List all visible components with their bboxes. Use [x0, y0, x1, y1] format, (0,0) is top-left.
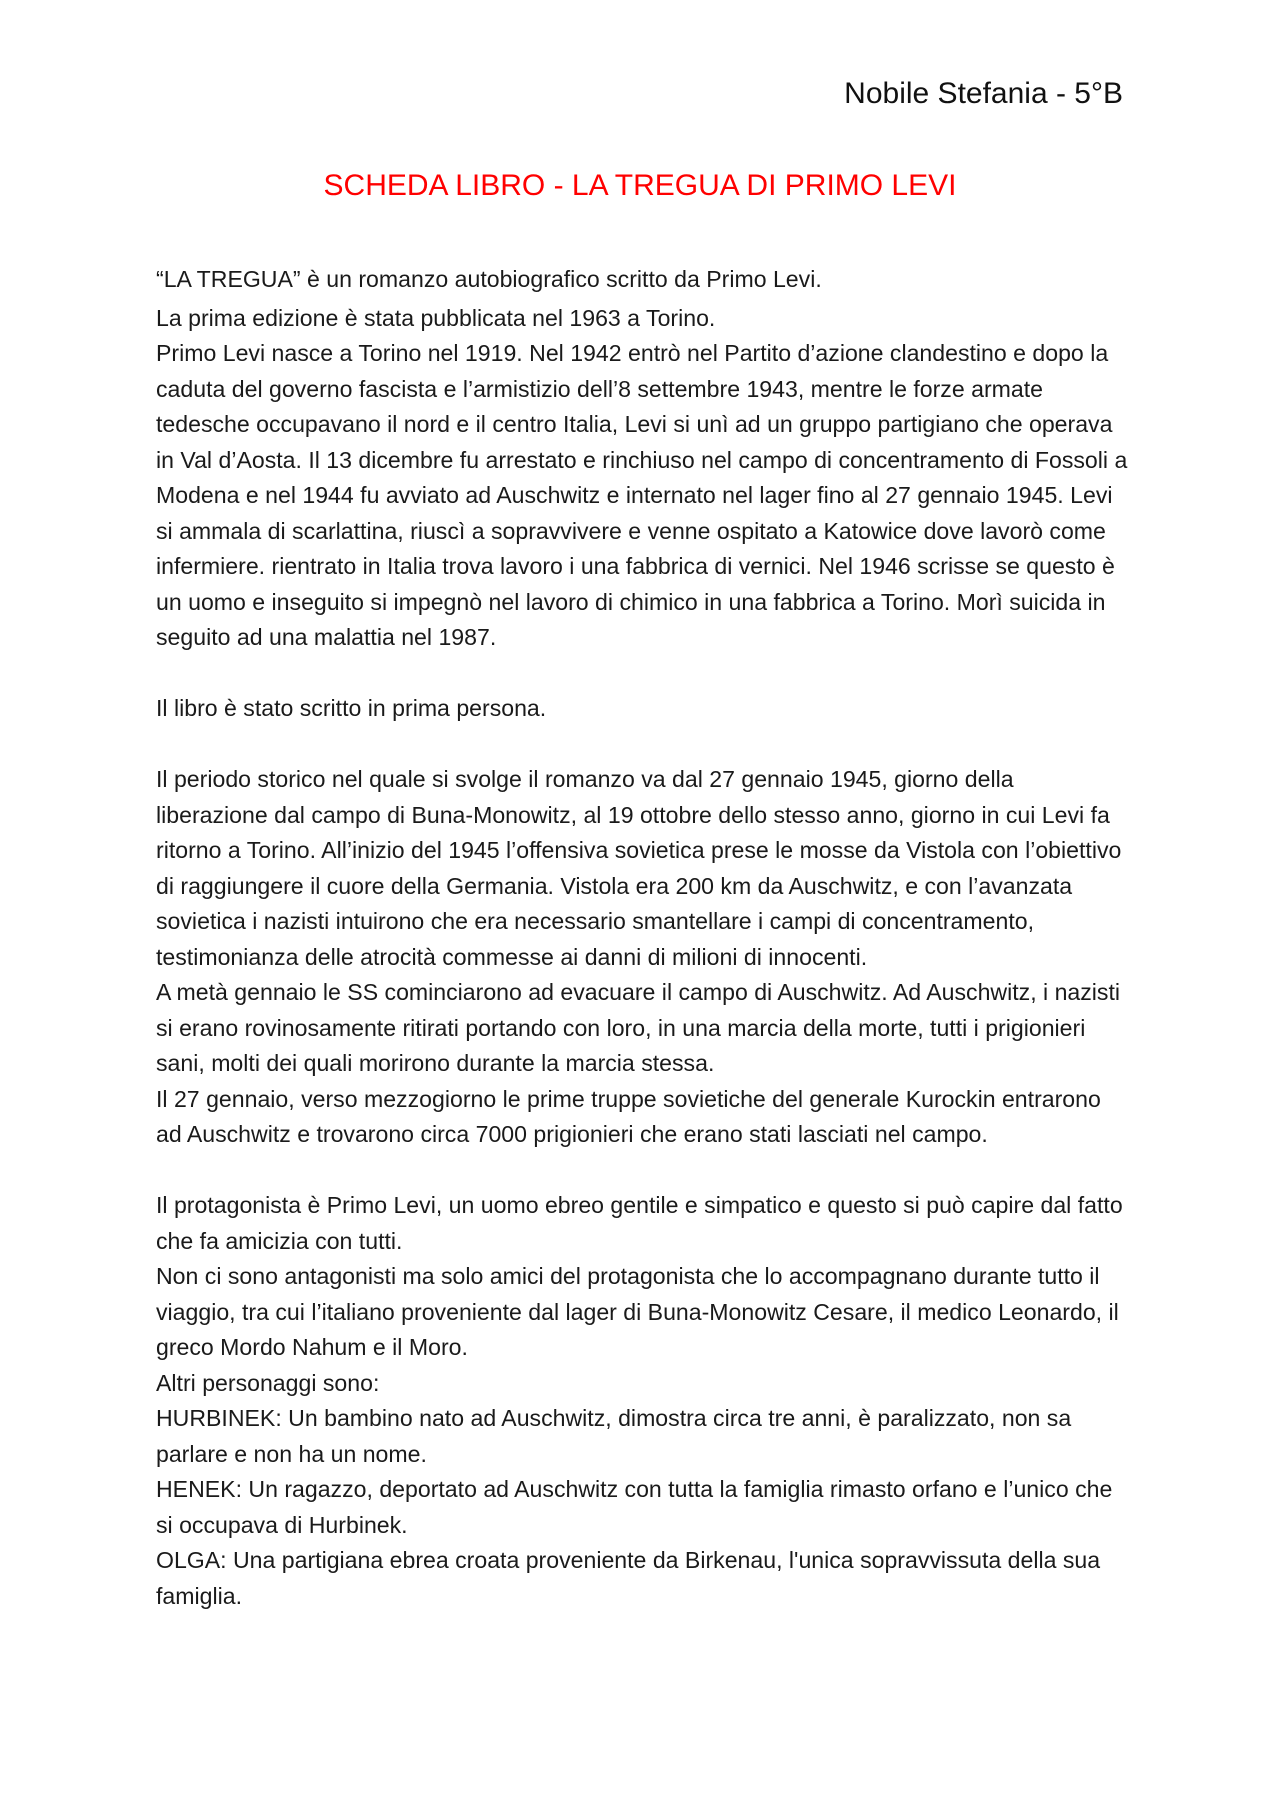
document-body: [156, 262, 1131, 1614]
paragraph-other-characters-intro: Altri personaggi sono:: [156, 1369, 380, 1396]
author-header: Nobile Stefania - 5°B: [844, 77, 1123, 110]
paragraph-liberation: Il 27 gennaio, verso mezzogiorno le prime truppe sovietiche del generale Kurockin entrarono ad Auschwitz e trovarono circa 7000 prigionieri che erano stati lasciati nel campo.: [156, 1085, 1101, 1147]
paragraph-character-hurbinek: HURBINEK: Un bambino nato ad Auschwitz, dimostra circa tre anni, è paralizzato, non sa parlare e non ha un nome.: [156, 1405, 1072, 1467]
paragraph-spacer: [156, 656, 1131, 692]
paragraph-first-edition: La prima edizione è stata pubblicata nel 1963 a Torino.: [156, 304, 716, 331]
paragraph-historical-period: Il periodo storico nel quale si svolge il romanzo va dal 27 gennaio 1945, giorno della liberazione dal campo di Buna-Monowitz, al 19 ottobre dello stesso anno, giorno in cui Levi fa ritorno a Torino. All’inizio del 1945 l’offensiva sovietica prese le mosse da Vistola con l’obiettivo di raggiungere il cuore della Germania. Vistola era 200 km da Auschwitz, e con l’avanzata sovietica i nazisti intuirono che era necessario smantellare i campi di concentramento, testimonianza delle atrocità commesse ai danni di milioni di innocenti.: [156, 766, 1122, 970]
paragraph-evacuation: A metà gennaio le SS cominciarono ad evacuare il campo di Auschwitz. Ad Auschwitz, i nazisti si erano rovinosamente ritirati portando con loro, in una marcia della morte, tutti i prigionieri sani, molti dei quali morirono durante la marcia stessa.: [156, 979, 1121, 1076]
paragraph-intro-novel: “LA TREGUA” è un romanzo autobiografico scritto da Primo Levi.: [156, 266, 822, 292]
paragraph-protagonist: Il protagonista è Primo Levi, un uomo ebreo gentile e simpatico e questo si può capire dal fatto che fa amicizia con tutti.: [156, 1192, 1123, 1254]
paragraph-friends: Non ci sono antagonisti ma solo amici del protagonista che lo accompagnano durante tutto il viaggio, tra cui l’italiano proveniente dal lager di Buna-Monowitz Cesare, il medico Leonardo, il greco Mordo Nahum e il Moro.: [156, 1263, 1119, 1360]
paragraph-spacer: [156, 727, 1131, 763]
paragraph-narration: Il libro è stato scritto in prima persona.: [156, 695, 547, 721]
paragraph-character-olga: OLGA: Una partigiana ebrea croata proveniente da Birkenau, l'unica sopravvissuta della sua famiglia.: [156, 1547, 1101, 1609]
paragraph-author-biography: Primo Levi nasce a Torino nel 1919. Nel 1942 entrò nel Partito d’azione clandestino e dopo la caduta del governo fascista e l’armistizio dell’8 settembre 1943, mentre le forze armate tedesche occupavano il nord e il centro Italia, Levi si unì ad un gruppo partigiano che operava in Val d’Aosta. Il 13 dicembre fu arrestato e rinchiuso nel campo di concentramento di Fossoli a Modena e nel 1944 fu avviato ad Auschwitz e internato nel lager fino al 27 gennaio 1945. Levi si ammala di scarlattina, riuscì a sopravvivere e venne ospitato a Katowice dove lavorò come infermiere. rientrato in Italia trova lavoro i una fabbrica di vernici. Nel 1946 scrisse se questo è un uomo e inseguito si impegnò nel lavoro di chimico in una fabbrica a Torino. Morì suicida in seguito ad una malattia nel 1987.: [156, 340, 1128, 650]
paragraph-spacer: [156, 1153, 1131, 1189]
document-title: SCHEDA LIBRO - LA TREGUA DI PRIMO LEVI: [323, 169, 957, 202]
paragraph-character-henek: HENEK: Un ragazzo, deportato ad Auschwitz con tutta la famiglia rimasto orfano e l’unico che si occupava di Hurbinek.: [156, 1476, 1113, 1538]
